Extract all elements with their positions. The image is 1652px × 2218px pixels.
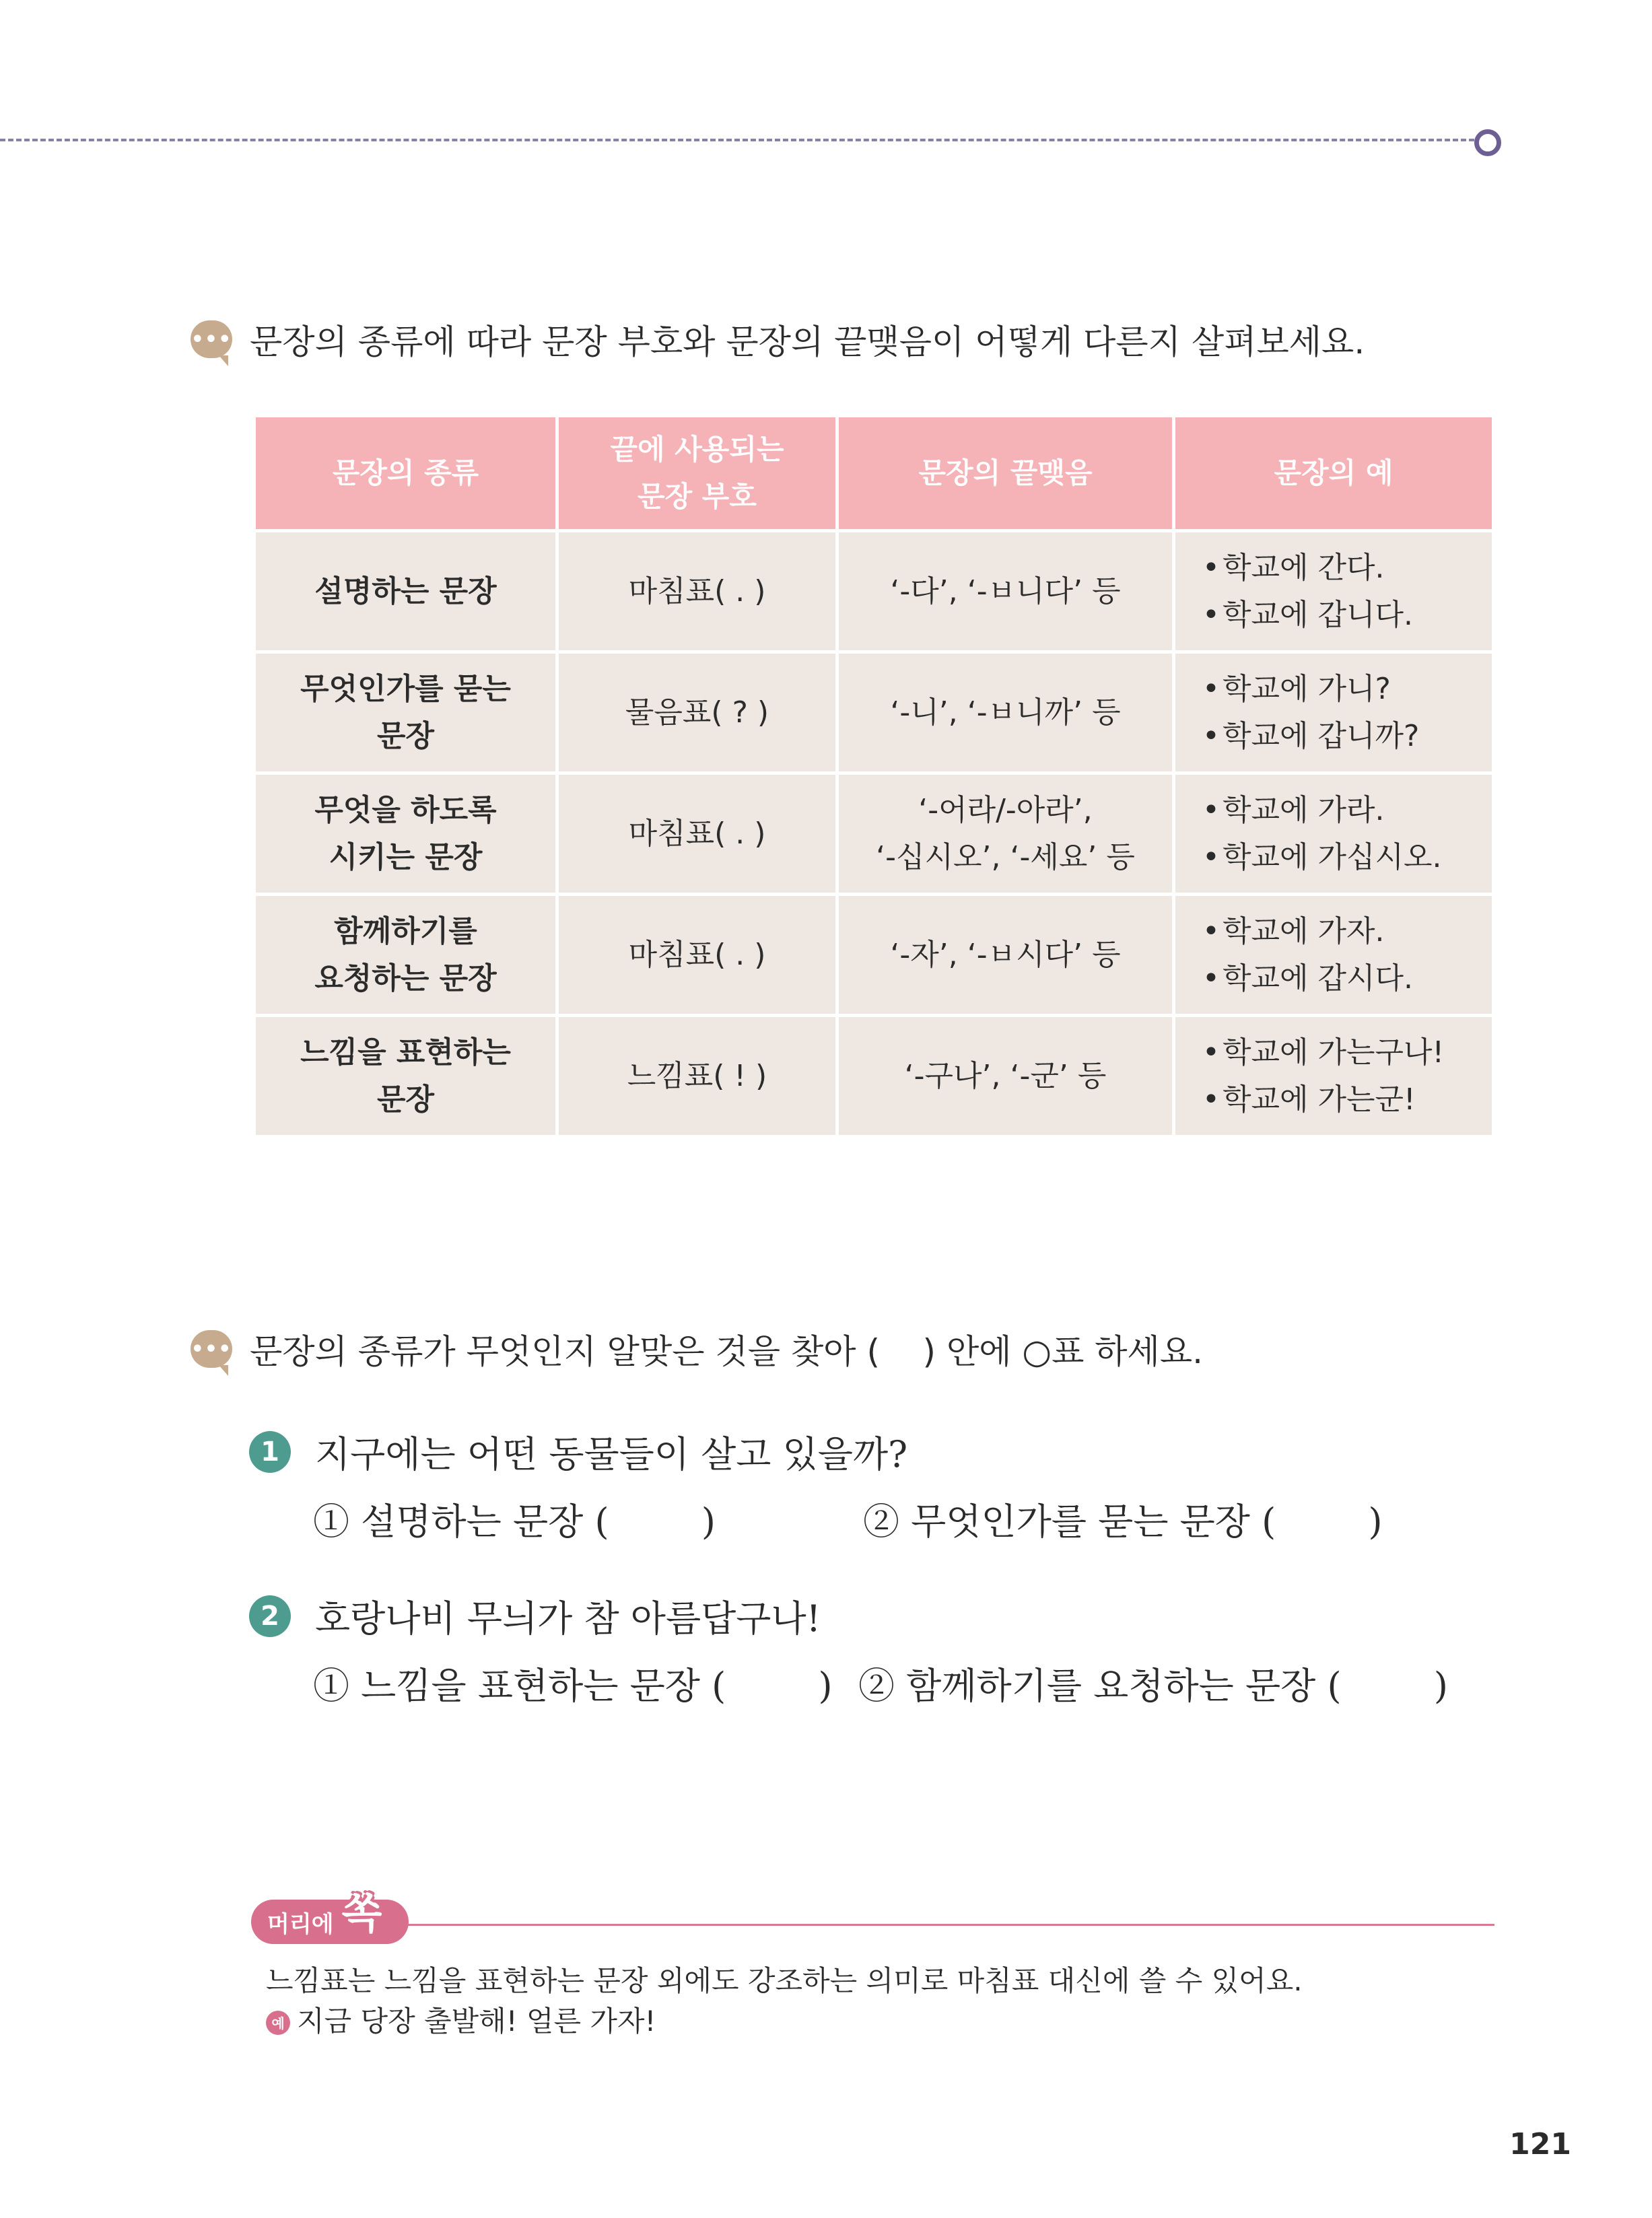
- table-row: [256, 654, 1492, 775]
- tip-divider: [256, 1924, 1494, 1926]
- example-line: • 학교에 가니?: [1202, 666, 1491, 713]
- cell-ending: ‘-자’, ‘-ㅂ시다’ 등: [839, 896, 1172, 1017]
- question-2: [249, 1590, 821, 1642]
- question-number-badge: 2: [249, 1595, 291, 1637]
- example-line: • 학교에 가는구나!: [1202, 1029, 1491, 1076]
- cell-kind: 무엇인가를 묻는 문장: [256, 654, 555, 775]
- cell-mark: 마침표( . ): [559, 896, 835, 1017]
- table-row: [256, 896, 1492, 1017]
- cell-kind: 무엇을 하도록 시키는 문장: [256, 775, 555, 896]
- cell-mark: 느낌표( ! ): [559, 1017, 835, 1138]
- header-example: 문장의 예: [1175, 417, 1492, 532]
- instruction-2: [191, 1325, 1203, 1373]
- cell-example: [1175, 532, 1492, 654]
- example-line: • 학교에 갑니까?: [1202, 713, 1491, 760]
- page-number: 121: [1509, 2127, 1571, 2161]
- example-line: • 학교에 갑니다.: [1202, 592, 1491, 639]
- example-badge: 예: [266, 2011, 290, 2035]
- answer-option[interactable]: ① 설명하는 문장 ( ): [313, 1500, 716, 1543]
- table-row: [256, 532, 1492, 654]
- cell-mark: 마침표( . ): [559, 775, 835, 896]
- example-line: • 학교에 가는군!: [1202, 1076, 1491, 1123]
- answer-option[interactable]: ② 함께하기를 요청하는 문장 ( ): [858, 1665, 1448, 1707]
- circle-end-icon: [1474, 129, 1501, 156]
- speech-bubble-icon: •••: [191, 1330, 232, 1368]
- tip-line-2: [266, 1999, 656, 2040]
- tip-line-1: 느낌표는 느낌을 표현하는 문장 외에도 강조하는 의미로 마침표 대신에 쓸 수 있어요.: [266, 1964, 1303, 1997]
- header-kind: 문장의 종류: [256, 417, 555, 532]
- table-header-row: [256, 417, 1492, 532]
- answer-option[interactable]: ① 느낌을 표현하는 문장 ( ): [313, 1665, 833, 1707]
- instruction-1-text: 문장의 종류에 따라 문장 부호와 문장의 끝맺음이 어떻게 다른지 살펴보세요.: [250, 322, 1365, 361]
- cell-ending: ‘-어라/-아라’, ‘-십시오’, ‘-세요’ 등: [839, 775, 1172, 896]
- question-1: [249, 1426, 907, 1478]
- example-line: • 학교에 가라.: [1202, 787, 1491, 834]
- answer-option[interactable]: ② 무엇인가를 묻는 문장 ( ): [863, 1500, 1383, 1543]
- table-row: [256, 1017, 1492, 1138]
- example-line: • 학교에 가십시오.: [1202, 834, 1491, 881]
- cell-example: [1175, 1017, 1492, 1138]
- header-mark: 끝에 사용되는 문장 부호: [559, 417, 835, 532]
- tip-example-text: 지금 당장 출발해! 얼른 가자!: [297, 2005, 656, 2038]
- header-ending: 문장의 끝맺음: [839, 417, 1172, 532]
- question-text: 지구에는 어떤 동물들이 살고 있을까?: [315, 1433, 908, 1476]
- question-text: 호랑나비 무늬가 참 아름답구나!: [315, 1597, 821, 1640]
- table-row: [256, 775, 1492, 896]
- cell-mark: 마침표( . ): [559, 532, 835, 654]
- cell-kind: 설명하는 문장: [256, 532, 555, 654]
- cell-ending: ‘-다’, ‘-ㅂ니다’ 등: [839, 532, 1172, 654]
- sentence-types-table: [252, 417, 1495, 1138]
- example-line: • 학교에 갑시다.: [1202, 955, 1491, 1002]
- top-dashed-rule: [0, 139, 1474, 141]
- speech-bubble-icon: •••: [191, 320, 232, 358]
- question-number-badge: 1: [249, 1431, 291, 1473]
- cell-example: [1175, 775, 1492, 896]
- tip-badge: [251, 1888, 409, 1944]
- cell-kind: 느낌을 표현하는 문장: [256, 1017, 555, 1138]
- tip-badge-label: 머리에: [267, 1910, 334, 1938]
- example-line: • 학교에 간다.: [1202, 545, 1491, 592]
- tip-badge-emphasis: 쏙: [341, 1888, 382, 1938]
- cell-mark: 물음표( ? ): [559, 654, 835, 775]
- cell-ending: ‘-구나’, ‘-군’ 등: [839, 1017, 1172, 1138]
- cell-example: [1175, 896, 1492, 1017]
- cell-example: [1175, 654, 1492, 775]
- instruction-2-text: 문장의 종류가 무엇인지 알맞은 것을 찾아 ( ) 안에 ○표 하세요.: [250, 1332, 1204, 1371]
- example-line: • 학교에 가자.: [1202, 908, 1491, 955]
- instruction-1: [191, 315, 1365, 363]
- cell-ending: ‘-니’, ‘-ㅂ니까’ 등: [839, 654, 1172, 775]
- cell-kind: 함께하기를 요청하는 문장: [256, 896, 555, 1017]
